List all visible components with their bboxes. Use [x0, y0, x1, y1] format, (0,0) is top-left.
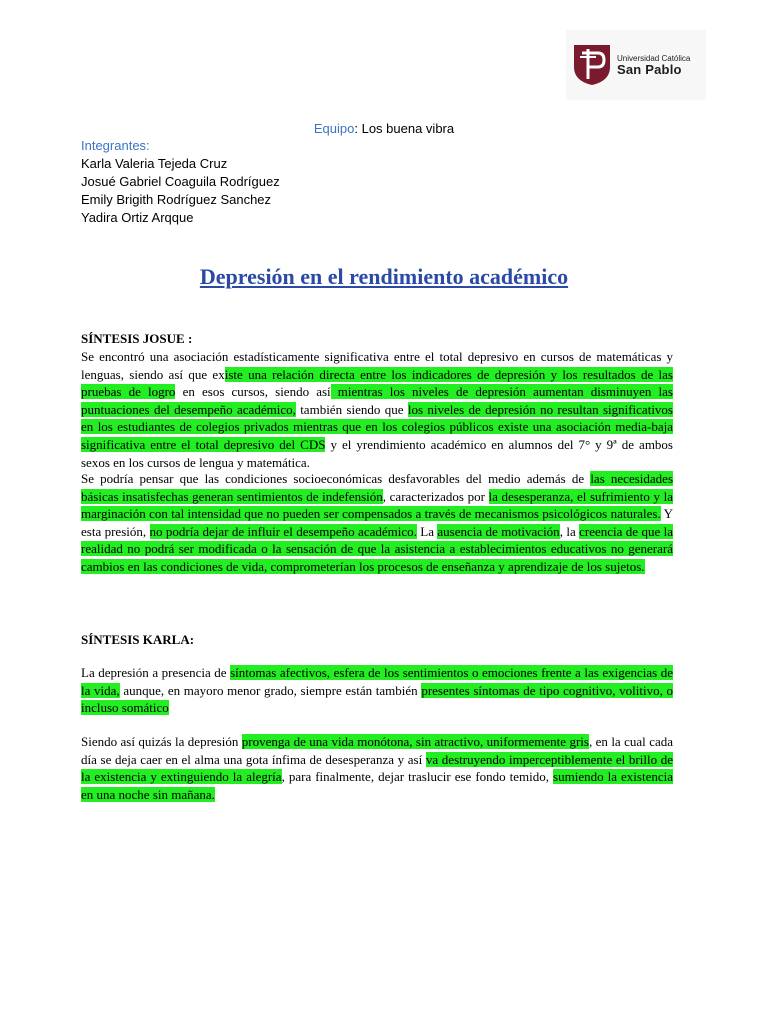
member-item: Emily Brigith Rodríguez Sanchez: [81, 192, 272, 207]
members-label: Integrantes:: [81, 138, 150, 153]
team-line: [0, 121, 768, 136]
highlighted-text: ausencia de motivación: [437, 523, 560, 539]
body-text: también siendo que: [295, 401, 408, 417]
paragraph-josue-1: [81, 348, 673, 471]
section-heading-karla: SÍNTESIS KARLA:: [81, 632, 195, 647]
highlighted-text: los niveles de depresión no resultan significativos en los estudiantes de colegios privados mientras que en los colegios públicos existe una asociación media-baja significativa entre el total depresivo del CDS: [81, 401, 673, 452]
body-text: aunque, en mayoro menor grado, siempre están también: [119, 682, 422, 698]
body-text: Siendo así quizás la depresión: [81, 734, 242, 749]
logo-line1: Universidad Católica: [617, 53, 691, 63]
member-item: Karla Valeria Tejeda Cruz: [81, 156, 228, 171]
body-text: , para finalmente, dejar traslucir ese fondo temido,: [281, 769, 554, 785]
highlighted-text: sumiendo la existencia en una noche sin mañana.: [81, 769, 673, 802]
paragraph-josue-2: [81, 470, 673, 576]
paragraph-karla-2: [81, 733, 673, 803]
body-text: , en la cual cada día se deja caer en el alma una gota ínfima de desesperanza y así: [81, 734, 673, 767]
university-logo: [566, 30, 706, 100]
body-text: Y esta presión,: [81, 506, 673, 539]
highlighted-text: no podría dejar de influir el desempeño académico.: [149, 523, 417, 539]
body-text: en esos cursos, siendo así: [175, 384, 331, 400]
highlighted-text: las necesidades básicas insatisfechas generan sentimientos de indefensión: [81, 471, 673, 504]
body-text: , caracterizados por: [382, 488, 489, 504]
highlighted-text: va destruyendo imperceptiblemente el brillo de la existencia y extinguiendo la alegría: [81, 751, 673, 785]
member-item: Josué Gabriel Coaguila Rodríguez: [81, 174, 280, 189]
body-text: La: [416, 523, 438, 539]
body-text: y el yrendimiento académico en alumnos del 7° y 9ª de ambos sexos en los cursos de lengua y matemática.: [81, 436, 673, 470]
highlighted-text: la desesperanza, el sufrimiento y la marginación con tal intensidad que no pueden ser compensados a través de mecanismos psicológicos naturales.: [81, 488, 673, 522]
document-title: Depresión en el rendimiento académico: [199, 264, 569, 289]
body-text: , la: [559, 523, 580, 539]
san-pablo-crest-icon: [572, 43, 612, 87]
body-text: Se encontró una asociación estadísticamente significativa entre el total depresivo en cursos de matemáticas y lenguas, siendo así que ex: [81, 349, 673, 382]
highlighted-text: mientras los niveles de depresión aumentan disminuyen las puntuaciones del desempeño académico,: [81, 384, 673, 417]
section-heading-josue: SÍNTESIS JOSUE :: [81, 331, 193, 346]
highlighted-text: iste una relación directa entre los indicadores de depresión y los resultados de las pruebas de logro: [81, 366, 673, 400]
team-colon: :: [354, 121, 362, 136]
highlighted-text: provenga de una vida monótona, sin atractivo, uniformemente gris: [241, 734, 589, 749]
highlighted-text: síntomas afectivos, esfera de los sentimientos o emociones frente a las exigencias de la vida,: [81, 665, 673, 698]
logo-line2: San Pablo: [617, 61, 682, 77]
body-text: Se podría pensar que las condiciones socioeconómicas desfavorables del medio además de: [81, 471, 591, 486]
members-block: [81, 137, 280, 227]
highlighted-text: creencia de que la realidad no podrá ser modificada o la sensación de que la asistencia a establecimientos educativos no generará cambios en las condiciones de vida, comprometerían los procesos de enseñanza y aprendizaje de los sujetos.: [81, 523, 673, 574]
paragraph-karla-1: [81, 664, 673, 717]
team-name: Los buena vibra: [361, 121, 455, 136]
member-item: Yadira Ortiz Arqque: [81, 210, 194, 225]
team-label: Equipo: [313, 121, 355, 136]
body-text: La depresión a presencia de: [81, 665, 231, 680]
highlighted-text: presentes síntomas de tipo cognitivo, volitivo, o incluso somático: [81, 682, 673, 716]
